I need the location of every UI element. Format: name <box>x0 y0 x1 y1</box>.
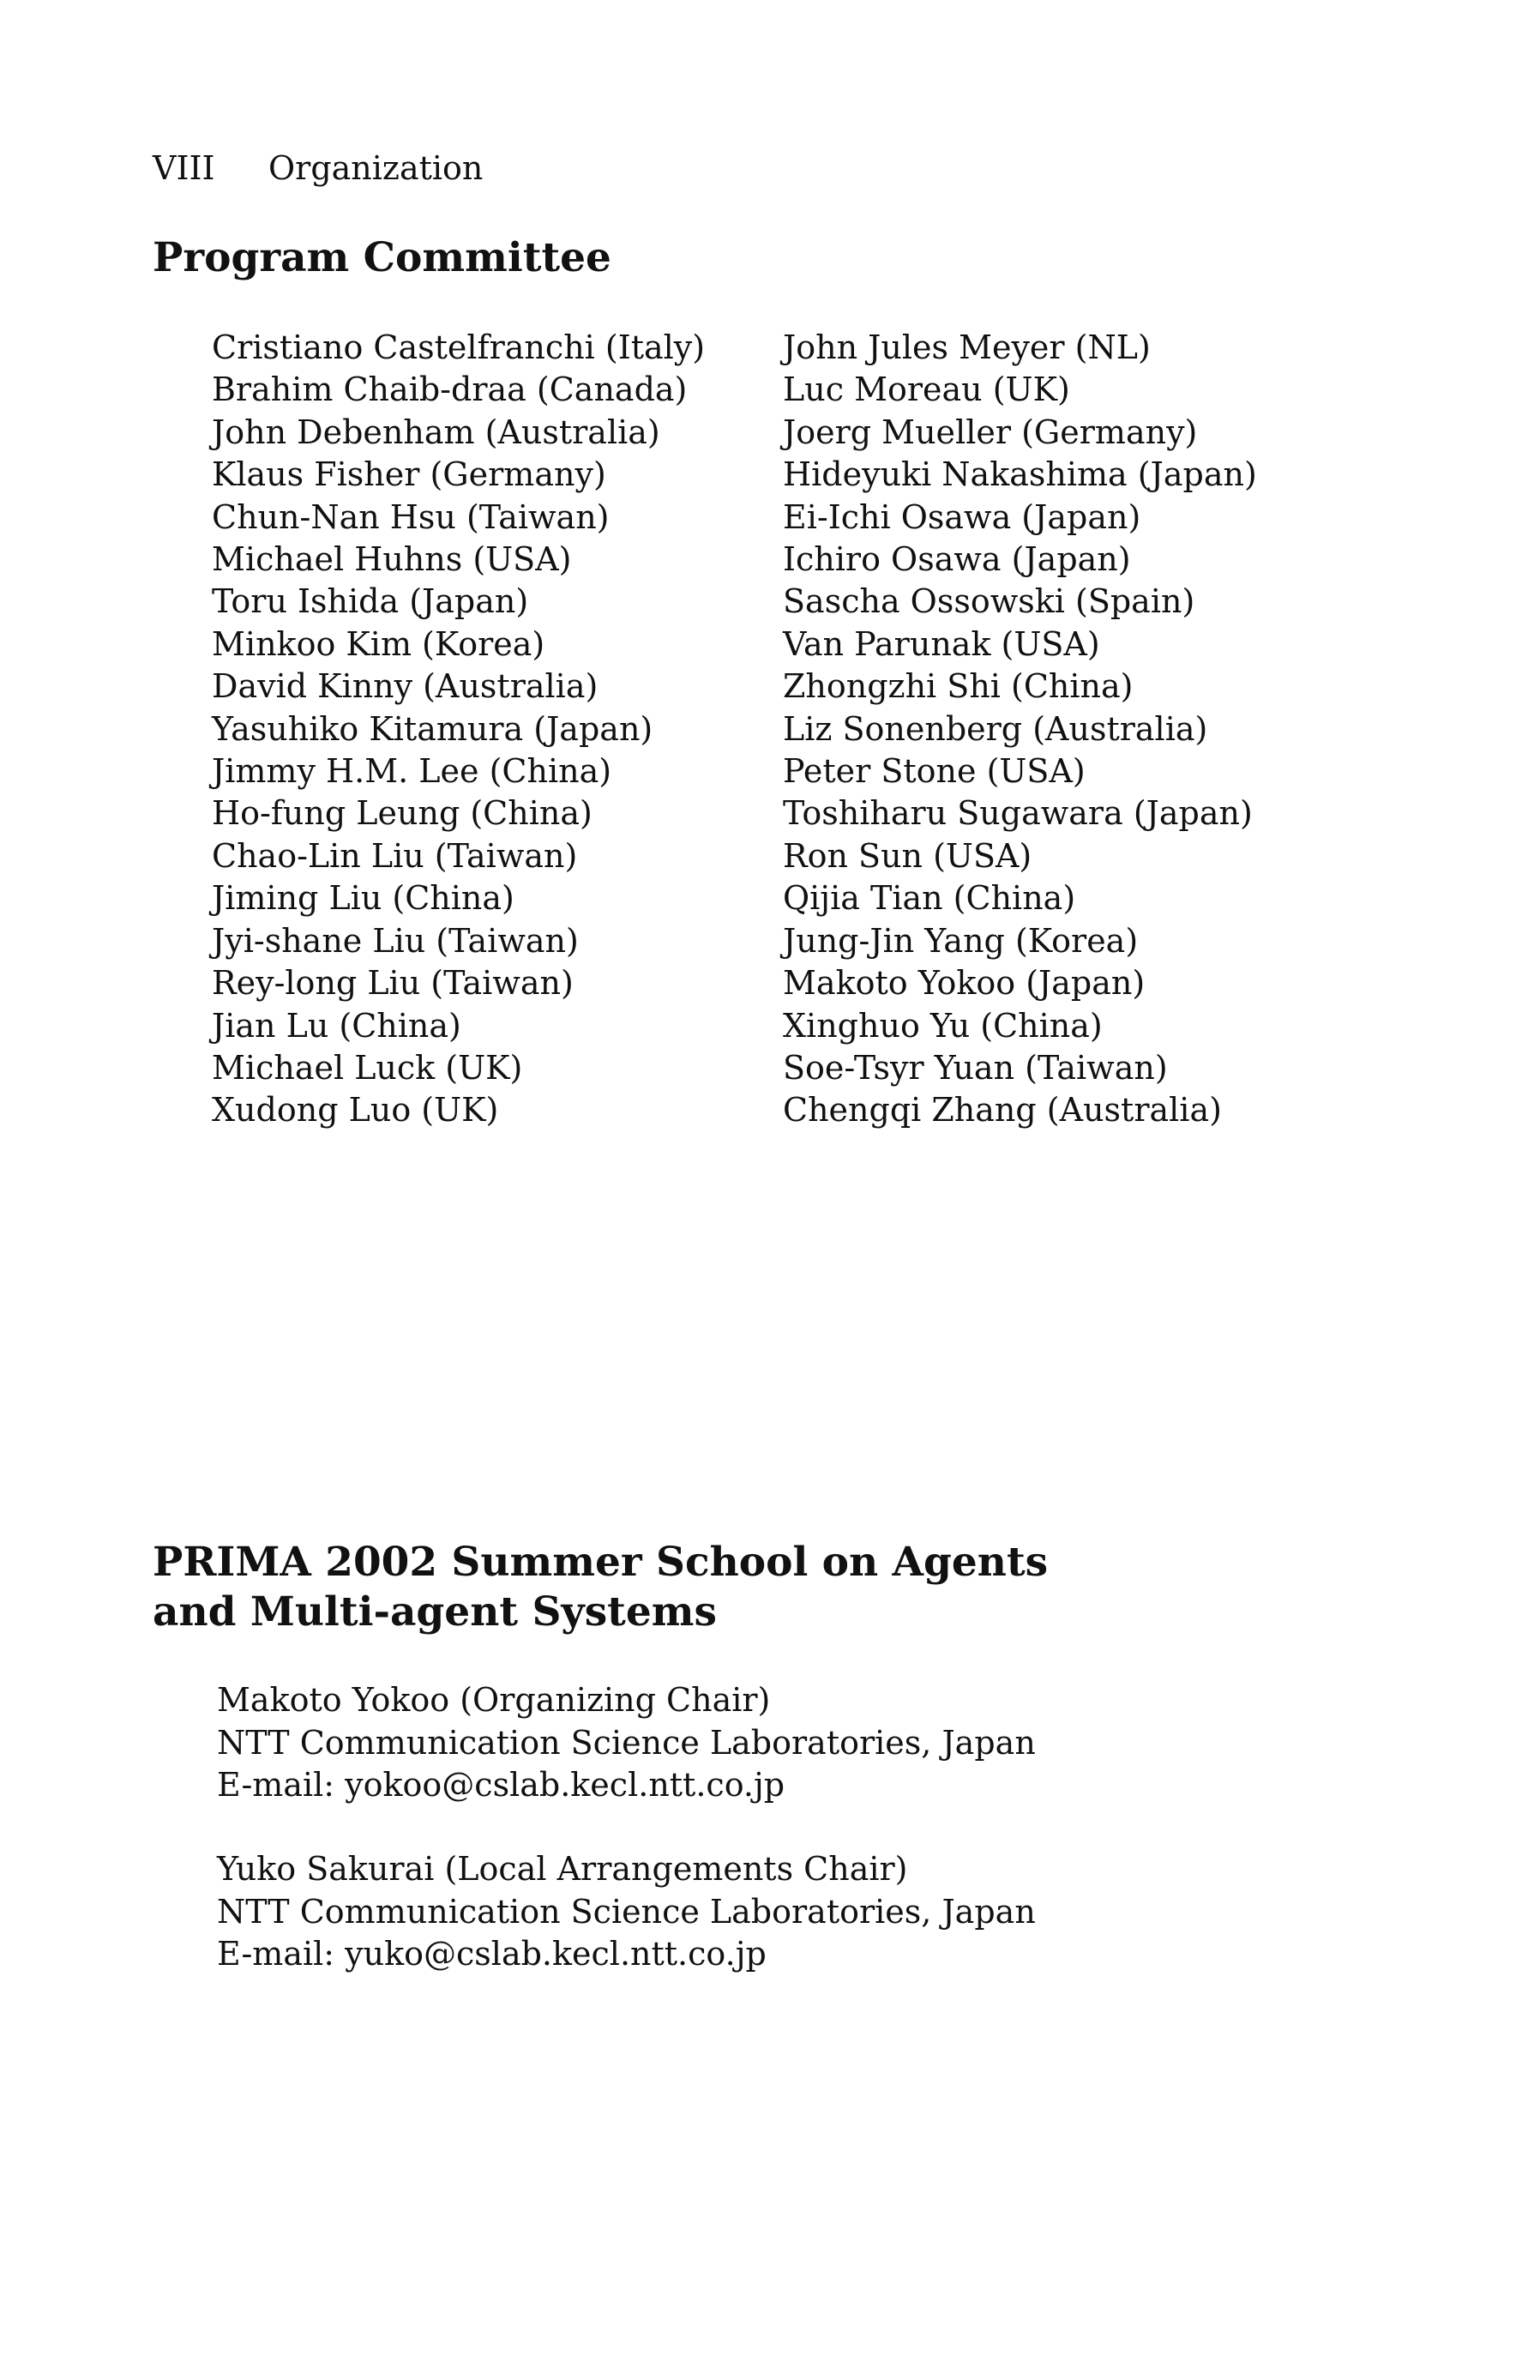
committee-member: John Jules Meyer (NL) <box>783 328 1151 366</box>
program-committee-title: Program Committee <box>153 234 611 281</box>
committee-member: Hideyuki Nakashima (Japan) <box>783 455 1257 494</box>
committee-member: Ho-fung Leung (China) <box>212 794 593 833</box>
committee-member: Liz Sonenberg (Australia) <box>783 709 1208 748</box>
running-head <box>153 148 483 189</box>
committee-member: Ichiro Osawa (Japan) <box>783 540 1131 579</box>
committee-member: Peter Stone (USA) <box>783 752 1086 791</box>
summer-school-title-line: PRIMA 2002 Summer School on Agents <box>153 1539 1049 1586</box>
committee-member: Klaus Fisher (Germany) <box>212 455 606 494</box>
chair-name-role: Yuko Sakurai (Local Arrangements Chair) <box>217 1850 908 1888</box>
committee-member: Jiming Liu (China) <box>212 879 514 918</box>
committee-member: Luc Moreau (UK) <box>783 371 1070 409</box>
summer-school-title-line: and Multi-agent Systems <box>153 1588 717 1636</box>
committee-column-right <box>783 327 1257 1132</box>
chair-email: E-mail: yuko@cslab.kecl.ntt.co.jp <box>217 1935 767 1973</box>
committee-member: Toshiharu Sugawara (Japan) <box>783 794 1253 833</box>
committee-member: Joerg Mueller (Germany) <box>783 413 1198 451</box>
committee-member: Jyi-shane Liu (Taiwan) <box>212 921 579 960</box>
committee-member: Xinghuo Yu (China) <box>783 1006 1103 1045</box>
committee-member: David Kinny (Australia) <box>212 667 599 706</box>
chair-entry-organizing <box>217 1679 1036 1807</box>
committee-member: Sascha Ossowski (Spain) <box>783 582 1195 621</box>
committee-member: Michael Luck (UK) <box>212 1048 523 1087</box>
committee-member: Xudong Luo (UK) <box>212 1091 499 1130</box>
committee-member: John Debenham (Australia) <box>212 413 660 451</box>
committee-member: Jimmy H.M. Lee (China) <box>212 752 612 791</box>
page-number: VIII <box>153 149 215 187</box>
committee-member: Rey-long Liu (Taiwan) <box>212 964 574 1003</box>
committee-member: Ei-Ichi Osawa (Japan) <box>783 497 1141 536</box>
running-title: Organization <box>268 149 484 187</box>
committee-member: Yasuhiko Kitamura (Japan) <box>212 709 653 748</box>
committee-member: Zhongzhi Shi (China) <box>783 667 1134 706</box>
committee-member: Soe-Tsyr Yuan (Taiwan) <box>783 1048 1168 1087</box>
committee-member: Toru Ishida (Japan) <box>212 582 529 621</box>
committee-member: Ron Sun (USA) <box>783 836 1032 875</box>
committee-member: Jian Lu (China) <box>212 1006 461 1045</box>
committee-member: Makoto Yokoo (Japan) <box>783 964 1146 1003</box>
committee-member: Brahim Chaib-draa (Canada) <box>212 371 688 409</box>
summer-school-title <box>153 1538 1048 1637</box>
chair-name-role: Makoto Yokoo (Organizing Chair) <box>217 1681 771 1719</box>
committee-member: Chengqi Zhang (Australia) <box>783 1091 1222 1130</box>
committee-member: Qijia Tian (China) <box>783 879 1076 918</box>
chair-email: E-mail: yokoo@cslab.kecl.ntt.co.jp <box>217 1766 785 1804</box>
committee-member: Michael Huhns (USA) <box>212 540 572 579</box>
committee-member: Jung-Jin Yang (Korea) <box>783 921 1139 960</box>
committee-member: Chun-Nan Hsu (Taiwan) <box>212 497 610 536</box>
chair-entry-local-arrangements <box>217 1848 1036 1976</box>
committee-member: Minkoo Kim (Korea) <box>212 624 545 663</box>
committee-member: Chao-Lin Liu (Taiwan) <box>212 836 578 875</box>
chair-affiliation: NTT Communication Science Laboratories, Japan <box>217 1723 1036 1762</box>
committee-member: Cristiano Castelfranchi (Italy) <box>212 328 706 366</box>
committee-member: Van Parunak (USA) <box>783 624 1100 663</box>
committee-column-left <box>212 327 705 1132</box>
chair-affiliation: NTT Communication Science Laboratories, Japan <box>217 1892 1036 1931</box>
